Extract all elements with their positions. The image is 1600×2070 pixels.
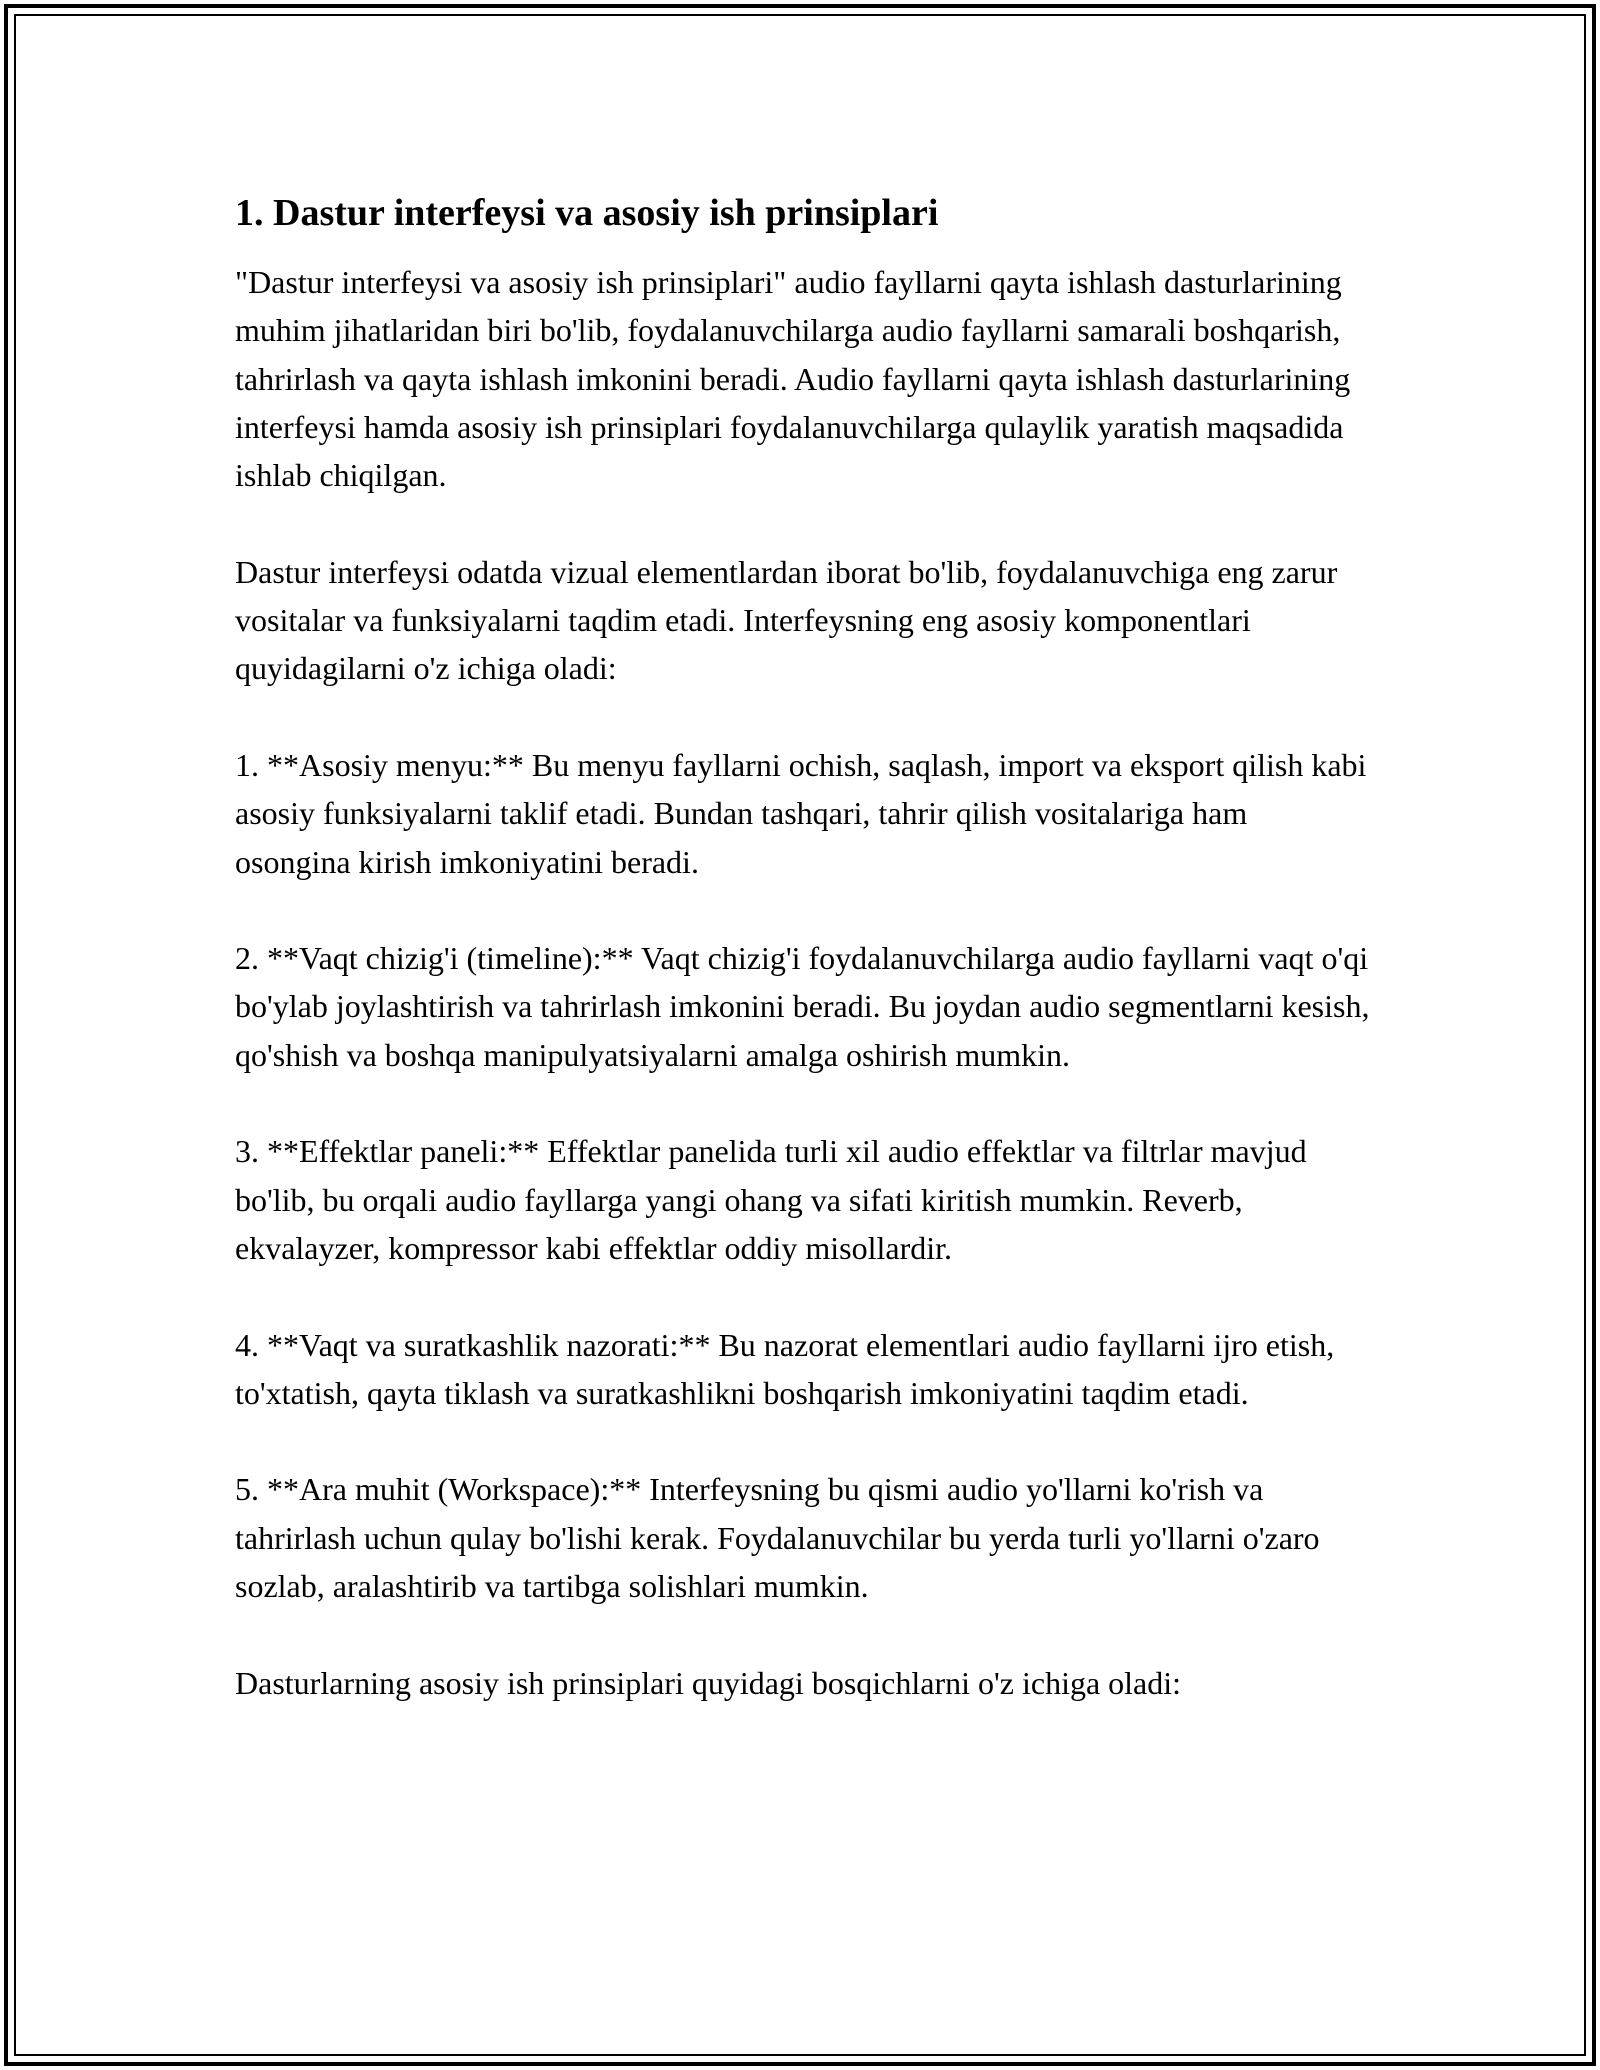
section-heading: 1. Dastur interfeysi va asosiy ish prinsiplari: [235, 192, 939, 234]
paragraph-principles-intro: Dasturlarning asosiy ish prinsiplari quyidagi bosqichlarni o'z ichiga oladi:: [235, 1664, 1182, 1701]
list-item-main-menu: 1. **Asosiy menyu:** Bu menyu fayllarni ochish, saqlash, import va eksport qilish kabi asosiy funksiyalarni taklif etadi. Bundan tashqari, tahrir qilish vositalariga ham osongina kirish imkoniyatini beradi.: [235, 746, 1367, 880]
list-item-effects-panel: 3. **Effektlar paneli:** Effektlar panelida turli xil audio effektlar va filtrlar mavjud bo'lib, bu orqali audio fayllarga yangi ohang va sifati kiritish mumkin. Reverb, ekvalayzer, kompressor kabi effektlar oddiy misollardir.: [235, 1133, 1307, 1266]
paragraph-interface-components: Dastur interfeysi odatda vizual elementlardan iborat bo'lib, foydalanuvchiga eng zarur vositalar va funksiyalarni taqdim etadi. Interfeysning eng asosiy komponentlari quyidagilarni o'z ichiga oladi:: [235, 553, 1338, 687]
list-item-workspace: 5. **Ara muhit (Workspace):** Interfeysning bu qismi audio yo'llarni ko'rish va tahrirlash uchun qulay bo'lishi kerak. Foydalanuvchilar bu yerda turli yo'llarni o'zaro sozlab, aralashtirib va tartibga solishlari mumkin.: [235, 1471, 1320, 1605]
list-item-timeline: 2. **Vaqt chizig'i (timeline):** Vaqt chizig'i foydalanuvchilarga audio fayllarni vaqt o'qi bo'ylab joylashtirish va tahrirlash imkonini beradi. Bu joydan audio segmentlarni kesish, qo'shish va boshqa manipulyatsiyalarni amalga oshirish mumkin.: [235, 940, 1370, 1073]
document-body: [235, 188, 1370, 1755]
list-item-playback-control: 4. **Vaqt va suratkashlik nazorati:** Bu nazorat elementlari audio fayllarni ijro etish, to'xtatish, qayta tiklash va suratkashlikni boshqarish imkoniyatini taqdim etadi.: [235, 1326, 1335, 1411]
paragraph-intro: "Dastur interfeysi va asosiy ish prinsiplari" audio fayllarni qayta ishlash dasturlarining muhim jihatlaridan biri bo'lib, foydalanuvchilarga audio fayllarni samarali boshqarish, tahrirlash va qayta ishlash imkonini beradi. Audio fayllarni qayta ishlash dasturlarining interfeysi hamda asosiy ish prinsiplari foydalanuvchilarga qulaylik yaratish maqsadida ishlab chiqilgan.: [235, 264, 1351, 494]
